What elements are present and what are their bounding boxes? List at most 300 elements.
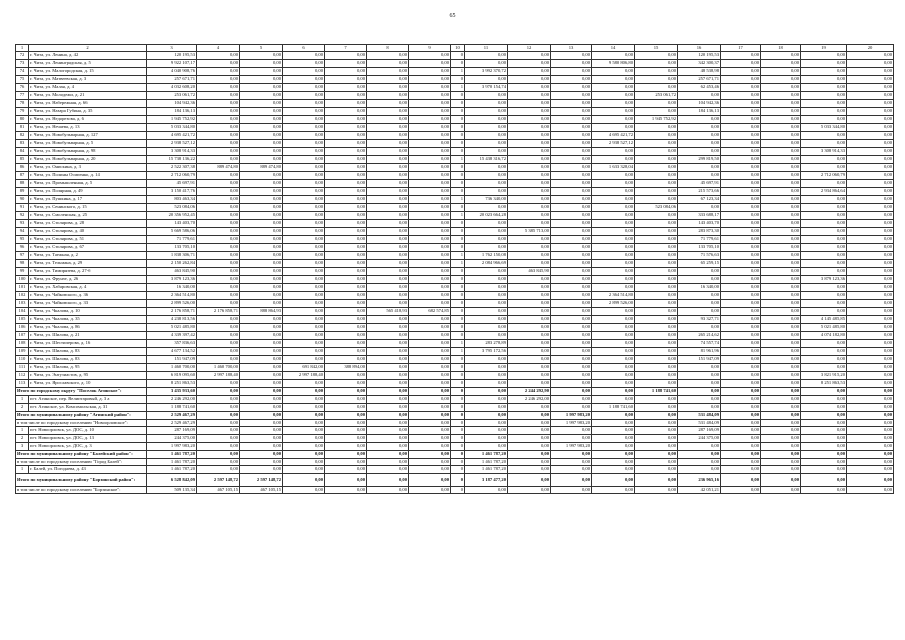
value-cell: 0,00 [801,92,847,100]
value-cell: 0,00 [635,236,678,244]
value-cell: 0,00 [761,164,801,172]
value-cell: 0,00 [635,372,678,380]
row-number-cell: 76 [16,84,29,92]
value-cell: 0,00 [240,466,283,474]
value-cell: 0,00 [508,356,551,364]
total-value-cell: 509 135,34 [147,487,197,494]
value-cell: 0,00 [409,292,451,300]
total-value-cell: 1 461 787,20 [465,451,508,459]
value-cell: 0,00 [325,380,367,388]
total-value-cell: 0,00 [801,474,847,487]
value-cell: 0,00 [197,276,240,284]
row-number-cell: 88 [16,180,29,188]
value-cell: 0,00 [508,466,551,474]
header-cell: 8 [367,45,409,52]
value-cell: 0,00 [721,396,761,404]
value-cell: 0,00 [325,108,367,116]
row-number-cell: 73 [16,60,29,68]
value-cell: 0,00 [592,340,635,348]
value-cell: 0,00 [508,300,551,308]
value-cell: 0,00 [847,204,894,212]
value-cell: 9 580 806,80 [592,60,635,68]
value-cell: 4 032 608,20 [147,84,197,92]
table-row [16,108,894,116]
value-cell: 3 821 915,20 [801,372,847,380]
value-cell: 0,00 [240,396,283,404]
value-cell: 0,00 [721,156,761,164]
value-cell: 0,00 [409,396,451,404]
value-cell: 283 278,89 [465,340,508,348]
value-cell: 0,00 [508,52,551,60]
value-cell: 0,00 [801,132,847,140]
row-number-cell: 81 [16,124,29,132]
value-cell: 0,00 [197,324,240,332]
address-cell: г. Чита, ул. Ленина, д. 42 [29,52,147,60]
value-cell: 0,00 [283,84,325,92]
value-cell: 0,00 [197,140,240,148]
value-cell: 0,00 [240,292,283,300]
value-cell: 4 695 421,72 [592,132,635,140]
value-cell: 0,00 [197,76,240,84]
header-cell: 17 [721,45,761,52]
total-value-cell: 0,00 [635,420,678,427]
value-cell: 0,00 [283,236,325,244]
table-row [16,356,894,364]
value-cell: 0,00 [367,148,409,156]
value-cell: 0,00 [635,164,678,172]
value-cell: 74 557,74 [678,340,721,348]
value-cell: 0,00 [847,60,894,68]
value-cell: 0,00 [678,268,721,276]
value-cell: 0,00 [465,164,508,172]
value-cell: 0,00 [592,380,635,388]
value-cell: 0,00 [508,276,551,284]
row-number-cell: 1 [16,466,29,474]
value-cell: 0,00 [367,364,409,372]
value-cell: 0,00 [592,92,635,100]
value-cell: 0,00 [721,284,761,292]
value-cell: 0,00 [508,60,551,68]
value-cell: 0,00 [283,196,325,204]
table-row [16,324,894,332]
value-cell: 3 795 172,56 [465,348,508,356]
total-value-cell: 0,00 [197,420,240,427]
value-cell: 0,00 [508,212,551,220]
value-cell: 0,00 [847,68,894,76]
value-cell: 16 340,00 [678,284,721,292]
value-cell: 0,00 [801,364,847,372]
value-cell: 0,00 [283,300,325,308]
total-label: в том числе по городскому поселению "Борзинское": [16,487,147,494]
value-cell: 0,00 [240,220,283,228]
value-cell: 2 899 526,00 [592,300,635,308]
row-number-cell: 113 [16,380,29,388]
value-cell: 0,00 [592,252,635,260]
value-cell: 0,00 [409,220,451,228]
value-cell: 0,00 [465,276,508,284]
value-cell: 184 136,13 [678,108,721,116]
table-row [16,348,894,356]
value-cell: 0,00 [465,244,508,252]
value-cell: 2 934 864,64 [801,188,847,196]
row-number-cell: 1 [16,396,29,404]
total-value-cell: 0,00 [761,451,801,459]
value-cell: 0,00 [367,124,409,132]
row-number-cell: 104 [16,308,29,316]
total-value-cell: 2 529 467,29 [147,420,197,427]
value-cell: 1 461 787,20 [465,466,508,474]
value-cell: 0,00 [761,156,801,164]
value-cell: 0,00 [761,60,801,68]
value-cell: 0,00 [325,435,367,443]
value-cell: 0,00 [847,116,894,124]
value-cell: 0 [451,435,465,443]
value-cell: 0,00 [283,100,325,108]
total-value-cell: 0 [451,451,465,459]
header-cell: 14 [592,45,635,52]
value-cell: 0,00 [721,100,761,108]
value-cell: 0,00 [283,172,325,180]
value-cell: 143 403,70 [147,220,197,228]
value-cell: 0,00 [801,116,847,124]
value-cell: 0,00 [367,427,409,435]
value-cell: 0,00 [508,316,551,324]
value-cell: 0,00 [551,324,592,332]
value-cell: 0,00 [240,276,283,284]
value-cell: 0,00 [465,380,508,388]
address-cell: г. Чита, ул. Шилова, д. 83 [29,356,147,364]
value-cell: 0,00 [409,348,451,356]
value-cell: 0,00 [508,204,551,212]
value-cell: 0,00 [197,68,240,76]
value-cell: 0,00 [678,124,721,132]
value-cell: 0,00 [801,435,847,443]
value-cell: 0,00 [592,180,635,188]
value-cell: 0 [451,220,465,228]
total-value-cell: 3 187 477,20 [465,474,508,487]
value-cell: 0,00 [367,372,409,380]
address-cell: г. Чита, ул. Матвеевская, д. 3 [29,76,147,84]
value-cell: 0,00 [551,108,592,116]
value-cell: 0,00 [283,466,325,474]
table-row [16,140,894,148]
value-cell: 1 762 150,08 [465,252,508,260]
value-cell: 0,00 [240,284,283,292]
address-cell: г. Чита, ул. Столярова, д. 51 [29,236,147,244]
value-cell: 0,00 [240,52,283,60]
value-cell: 2 176 858,71 [197,308,240,316]
total-value-cell: 2 244 292,90 [508,388,551,396]
value-cell: 0,00 [678,92,721,100]
value-cell: 0,00 [240,100,283,108]
value-cell: 0,00 [367,348,409,356]
value-cell: 0,00 [283,180,325,188]
value-cell: 0,00 [325,308,367,316]
value-cell: 0,00 [847,92,894,100]
value-cell: 0,00 [409,466,451,474]
value-cell: 1 [451,348,465,356]
value-cell: 0,00 [508,108,551,116]
total-value-cell: 1 997 983,20 [551,420,592,427]
value-cell: 0,00 [465,52,508,60]
value-cell: 0,00 [847,380,894,388]
value-cell: 0,00 [635,332,678,340]
total-value-cell: 6 528 842,09 [147,474,197,487]
value-cell: 0,00 [197,356,240,364]
subtotal-row [16,459,894,466]
value-cell: 0,00 [592,148,635,156]
total-value-cell: 0,00 [847,388,894,396]
value-cell: 0 [451,188,465,196]
value-cell: 0,00 [325,100,367,108]
value-cell: 0,00 [367,228,409,236]
total-value-cell: 0,00 [847,459,894,466]
value-cell: 0,00 [635,292,678,300]
value-cell: 4 695 421,72 [147,132,197,140]
value-cell: 0,00 [508,427,551,435]
value-cell: 0 [451,292,465,300]
value-cell: 0,00 [761,124,801,132]
total-value-cell: 0,00 [721,474,761,487]
row-number-cell: 103 [16,300,29,308]
table-row [16,164,894,172]
value-cell: 0,00 [508,236,551,244]
address-cell: г. Чита, ул. Столярова, д. 67 [29,244,147,252]
value-cell: 0,00 [240,236,283,244]
value-cell: 0,00 [409,340,451,348]
total-value-cell: 42 051,21 [678,487,721,494]
value-cell: 0,00 [847,172,894,180]
value-cell: 0,00 [465,204,508,212]
value-cell: 0,00 [721,268,761,276]
value-cell: 0,00 [465,268,508,276]
value-cell: 1 [451,196,465,204]
value-cell: 0,00 [635,404,678,412]
value-cell: 0,00 [197,84,240,92]
value-cell: 0,00 [325,236,367,244]
value-cell: 0,00 [325,348,367,356]
value-cell: 0,00 [367,68,409,76]
value-cell: 0,00 [367,260,409,268]
value-cell: 0,00 [465,108,508,116]
value-cell: 1 838 306,71 [147,252,197,260]
value-cell: 2 364 514,80 [147,292,197,300]
address-cell: г. Чита, ул. Промышленная, д. 5 [29,180,147,188]
value-cell: 133 705,10 [678,244,721,252]
address-cell: г. Чита, ул. Новобульварная, д. 127 [29,132,147,140]
value-cell: 0,00 [465,364,508,372]
table-row [16,52,894,60]
value-cell: 0,00 [325,60,367,68]
value-cell: 0 [451,443,465,451]
value-cell: 0,00 [508,116,551,124]
value-cell: 0,00 [678,140,721,148]
value-cell: 0,00 [551,100,592,108]
value-cell: 682 574,85 [409,308,451,316]
total-value-cell: 0,00 [801,412,847,420]
value-cell: 0,00 [801,76,847,84]
value-cell: 0,00 [240,356,283,364]
address-cell: г. Чита, ул. Недорезова, д. 6 [29,116,147,124]
value-cell: 0,00 [847,332,894,340]
value-cell: 0,00 [801,292,847,300]
table-row [16,372,894,380]
value-cell: 0,00 [508,84,551,92]
value-cell: 0,00 [283,188,325,196]
value-cell: 0,00 [761,92,801,100]
total-value-cell: 0,00 [721,388,761,396]
value-cell: 0,00 [801,348,847,356]
value-cell: 0,00 [240,340,283,348]
address-cell: г. Чита, ул. Шилова, д. 83 [29,348,147,356]
row-number-cell: 96 [16,244,29,252]
value-cell: 0,00 [635,340,678,348]
value-cell: 0,00 [465,180,508,188]
value-cell: 0,00 [465,356,508,364]
address-cell: г. Чита, ул. Чкалова, д. 86 [29,324,147,332]
value-cell: 0,00 [678,364,721,372]
value-cell: 1 [451,252,465,260]
value-cell: 0,00 [721,60,761,68]
value-cell: 0,00 [508,148,551,156]
value-cell: 0,00 [465,60,508,68]
table-row [16,204,894,212]
value-cell: 0,00 [409,100,451,108]
value-cell: 0,00 [721,164,761,172]
value-cell: 0,00 [197,60,240,68]
value-cell: 0,00 [465,172,508,180]
value-cell: 0,00 [635,100,678,108]
total-value-cell: 0,00 [801,487,847,494]
value-cell: 0,00 [551,68,592,76]
address-cell: г. Чита, ул. Хабаровская, д. 4 [29,284,147,292]
total-value-cell: 0,00 [197,388,240,396]
value-cell: 0,00 [325,148,367,156]
value-cell: 0,00 [197,180,240,188]
address-cell: пгт. Агинское, ул. Комсомольская, д. 31 [29,404,147,412]
value-cell: 151 947,09 [678,356,721,364]
value-cell: 0,00 [325,372,367,380]
value-cell: 0,00 [801,140,847,148]
value-cell: 0,00 [465,220,508,228]
value-cell: 0,00 [551,348,592,356]
value-cell: 0,00 [801,268,847,276]
value-cell: 0,00 [283,220,325,228]
value-cell: 0,00 [197,332,240,340]
total-value-cell: 0,00 [367,487,409,494]
value-cell: 0,00 [409,124,451,132]
value-cell: 0,00 [283,252,325,260]
value-cell: 0,00 [508,244,551,252]
value-cell: 0,00 [465,308,508,316]
value-cell: 0,00 [678,372,721,380]
value-cell: 1 461 787,20 [147,466,197,474]
value-cell: 0,00 [847,212,894,220]
value-cell: 0,00 [197,92,240,100]
value-cell: 0,00 [635,252,678,260]
value-cell: 0 [451,244,465,252]
value-cell: 0,00 [635,132,678,140]
value-cell: 0,00 [367,300,409,308]
address-cell: г. Чита, ул. Чайковского, д. 36 [29,292,147,300]
value-cell: 0 [451,60,465,68]
total-value-cell: 0,00 [325,420,367,427]
value-cell: 0,00 [721,132,761,140]
value-cell: 67 123,34 [678,196,721,204]
subtotal-row [16,487,894,494]
header-cell: 2 [29,45,147,52]
row-number-cell: 77 [16,92,29,100]
total-label: Итого по муниципальному району "Борзинский район": [16,474,147,487]
value-cell: 0,00 [508,435,551,443]
value-cell: 0,00 [283,92,325,100]
value-cell: 0 [451,268,465,276]
total-value-cell: 0,00 [508,420,551,427]
value-cell: 0,00 [592,316,635,324]
total-value-cell: 0,00 [761,459,801,466]
total-value-cell: 0,00 [635,487,678,494]
row-number-cell: 85 [16,156,29,164]
row-number-cell: 87 [16,172,29,180]
total-value-cell: 0,00 [325,474,367,487]
value-cell: 0,00 [197,396,240,404]
value-cell: 0,00 [197,132,240,140]
value-cell: 0,00 [847,84,894,92]
value-cell: 0,00 [551,340,592,348]
value-cell: 0,00 [551,356,592,364]
value-cell: 0,00 [592,236,635,244]
row-number-cell: 97 [16,252,29,260]
value-cell: 0,00 [721,435,761,443]
value-cell: 0,00 [197,156,240,164]
value-cell: 0,00 [635,268,678,276]
value-cell: 0,00 [367,276,409,284]
address-cell: г. Чита, ул. Шилова, д. 95 [29,364,147,372]
total-value-cell: 0,00 [325,487,367,494]
total-value-cell: 3 435 933,60 [147,388,197,396]
value-cell: 0,00 [283,132,325,140]
value-cell: 0,00 [678,276,721,284]
value-cell: 0,00 [592,276,635,284]
total-value-cell: 0 [451,420,465,427]
row-number-cell: 84 [16,148,29,156]
total-value-cell: 0,00 [551,487,592,494]
value-cell: 0,00 [240,435,283,443]
value-cell: 0,00 [635,68,678,76]
address-cell: г. Чита, ул. Полярная, д. 49 [29,188,147,196]
value-cell: 0,00 [367,404,409,412]
value-cell: 0,00 [761,76,801,84]
value-cell: 0,00 [847,180,894,188]
value-cell: 0,00 [721,68,761,76]
value-cell: 5 033 344,80 [147,124,197,132]
header-cell: 18 [761,45,801,52]
value-cell: 0,00 [551,116,592,124]
value-cell: 0,00 [635,396,678,404]
value-cell: 0 [451,52,465,60]
value-cell: 0,00 [325,92,367,100]
value-cell: 0,00 [721,324,761,332]
value-cell: 0,00 [761,443,801,451]
value-cell: 0,00 [847,356,894,364]
total-value-cell: 2 597 148,72 [197,474,240,487]
value-cell: 0,00 [367,356,409,364]
value-cell: 0,00 [465,148,508,156]
value-cell: 0,00 [508,443,551,451]
value-cell: 0,00 [325,356,367,364]
value-cell: 120 195,53 [678,52,721,60]
value-cell: 0,00 [678,116,721,124]
